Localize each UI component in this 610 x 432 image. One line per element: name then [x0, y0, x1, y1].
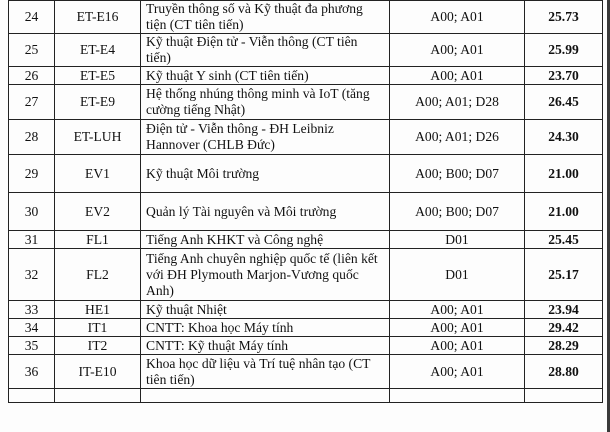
cell-subject-combo: A00; A01 [390, 67, 525, 85]
cell-major-code: EV1 [55, 155, 141, 193]
cell-major-name: Kỹ thuật Nhiệt [141, 301, 390, 319]
table-row [9, 67, 603, 85]
cell-stt: 36 [9, 355, 55, 389]
cell-stt: 32 [9, 249, 55, 301]
cell-major-code: ET-E9 [55, 85, 141, 120]
cell-stt: 30 [9, 193, 55, 231]
admission-scores-table [8, 0, 603, 403]
cell-major-code: FL1 [55, 231, 141, 249]
table-row [9, 319, 603, 337]
cell-major-code: IT2 [55, 337, 141, 355]
cell-cutoff-score: 25.17 [525, 249, 603, 301]
cell-stt: 29 [9, 155, 55, 193]
cell-cutoff-score: 25.99 [525, 34, 603, 67]
cell-cutoff-score: 25.73 [525, 1, 603, 34]
cell-cutoff-score: 23.70 [525, 67, 603, 85]
cell-subject-combo: D01 [390, 231, 525, 249]
cell-major-name: Tiếng Anh chuyên nghiệp quốc tế (liên kết với ĐH Plymouth Marjon-Vương quốc Anh) [141, 249, 390, 301]
table-row [9, 337, 603, 355]
table-row [9, 120, 603, 155]
cell-major-name: Kỹ thuật Điện tử - Viễn thông (CT tiên tiến) [141, 34, 390, 67]
cell-major-name: Tiếng Anh KHKT và Công nghệ [141, 231, 390, 249]
table-row [9, 34, 603, 67]
table-row [9, 231, 603, 249]
cell-subject-combo: A00; B00; D07 [390, 193, 525, 231]
cell-subject-combo: A00; A01 [390, 355, 525, 389]
cell-cutoff-score: 21.00 [525, 193, 603, 231]
cell-major-code [55, 389, 141, 403]
cell-cutoff-score: 28.29 [525, 337, 603, 355]
table-row [9, 301, 603, 319]
cell-subject-combo: A00; A01 [390, 337, 525, 355]
cell-stt: 31 [9, 231, 55, 249]
cell-subject-combo: A00; A01 [390, 301, 525, 319]
table-row [9, 193, 603, 231]
table-row [9, 1, 603, 34]
cell-subject-combo: A00; A01 [390, 34, 525, 67]
cell-major-name: Khoa học dữ liệu và Trí tuệ nhân tạo (CT tiên tiến) [141, 355, 390, 389]
cell-major-name: Kỹ thuật Y sinh (CT tiên tiến) [141, 67, 390, 85]
cell-major-code: ET-E4 [55, 34, 141, 67]
cell-cutoff-score [525, 389, 603, 403]
table-row [9, 389, 603, 403]
cell-cutoff-score: 26.45 [525, 85, 603, 120]
cell-major-name: CNTT: Khoa học Máy tính [141, 319, 390, 337]
cell-major-name: Kỹ thuật Môi trường [141, 155, 390, 193]
cell-stt: 27 [9, 85, 55, 120]
table-row [9, 355, 603, 389]
cell-stt: 28 [9, 120, 55, 155]
cell-stt: 24 [9, 1, 55, 34]
cell-cutoff-score: 29.42 [525, 319, 603, 337]
cell-stt: 34 [9, 319, 55, 337]
cell-major-code: IT-E10 [55, 355, 141, 389]
table-row [9, 249, 603, 301]
cell-cutoff-score: 25.45 [525, 231, 603, 249]
cell-major-name: Quản lý Tài nguyên và Môi trường [141, 193, 390, 231]
cell-stt: 25 [9, 34, 55, 67]
table-row [9, 155, 603, 193]
table-row [9, 85, 603, 120]
cell-major-code: IT1 [55, 319, 141, 337]
cell-stt: 33 [9, 301, 55, 319]
cell-subject-combo: D01 [390, 249, 525, 301]
cell-subject-combo: A00; A01 [390, 319, 525, 337]
table-body [9, 1, 603, 403]
cell-subject-combo [390, 389, 525, 403]
cell-major-name: CNTT: Kỹ thuật Máy tính [141, 337, 390, 355]
cell-subject-combo: A00; B00; D07 [390, 155, 525, 193]
cell-major-name: Điện tử - Viễn thông - ĐH Leibniz Hannover (CHLB Đức) [141, 120, 390, 155]
cell-subject-combo: A00; A01 [390, 1, 525, 34]
cell-major-code: ET-LUH [55, 120, 141, 155]
cell-stt: 26 [9, 67, 55, 85]
cell-major-code: HE1 [55, 301, 141, 319]
cell-cutoff-score: 23.94 [525, 301, 603, 319]
cell-major-name: Truyền thông số và Kỹ thuật đa phương tiện (CT tiên tiến) [141, 1, 390, 34]
cell-stt [9, 389, 55, 403]
cell-major-code: ET-E16 [55, 1, 141, 34]
cell-subject-combo: A00; A01; D26 [390, 120, 525, 155]
cell-major-code: FL2 [55, 249, 141, 301]
cell-major-code: EV2 [55, 193, 141, 231]
cell-stt: 35 [9, 337, 55, 355]
cell-cutoff-score: 21.00 [525, 155, 603, 193]
cell-subject-combo: A00; A01; D28 [390, 85, 525, 120]
cell-cutoff-score: 28.80 [525, 355, 603, 389]
cell-major-name [141, 389, 390, 403]
cell-major-name: Hệ thống nhúng thông minh và IoT (tăng cường tiếng Nhật) [141, 85, 390, 120]
cell-cutoff-score: 24.30 [525, 120, 603, 155]
cell-major-code: ET-E5 [55, 67, 141, 85]
